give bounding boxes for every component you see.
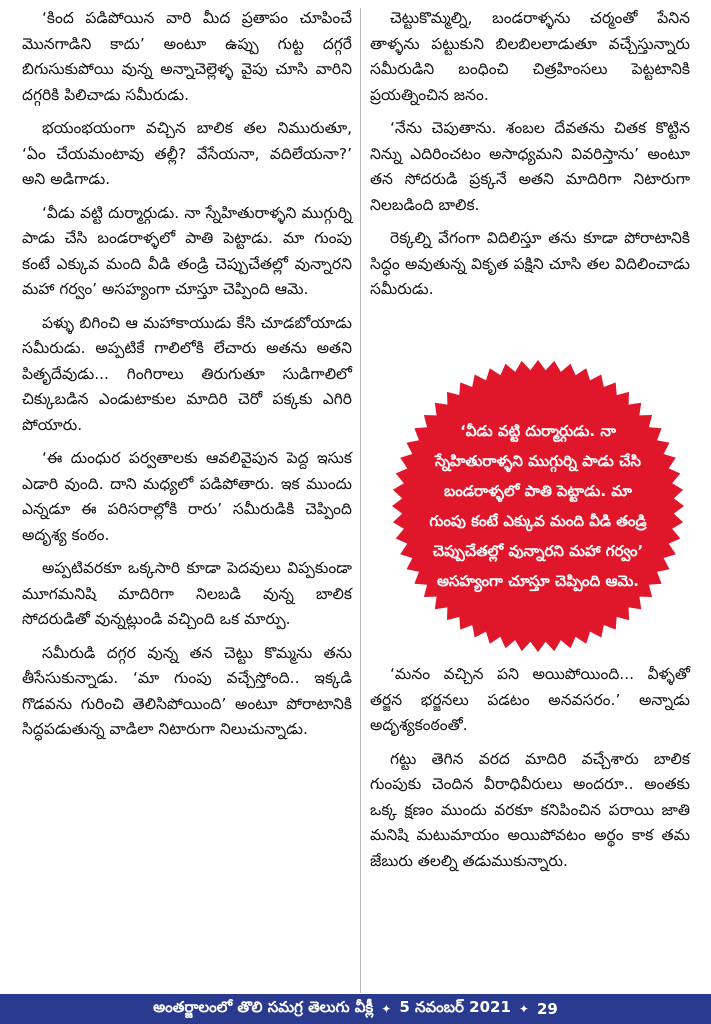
- star-icon: ✦: [518, 1002, 529, 1016]
- paragraph: సమీరుడి దగ్గర వున్న తన చెట్టు కొమ్మను తను తీసేసుకున్నాడు. ‘మా గుంపు వచ్చేస్తోంది.. ఇక్కడి గొడవను గురించి తెలిసిపోయింది’ అంటూ పోరాటానికి సిద్ధపడుతున్న వాడిలా నిటారుగా నిలుచున్నాడు.: [22, 643, 352, 738]
- magazine-masthead: అంతర్జాలంలో తొలి సమగ్ర తెలుగు వీక్లీ: [153, 998, 374, 1016]
- paragraph: చెట్టుకొమ్మల్ని, బండరాళ్ళను చర్మంతో పేనిన తాళ్ళను పట్టుకుని బిలబిలలాడుతూ వచ్చేస్తున్నారు సమీరుడిని బంధించి చిత్రహింసలు పెట్టటానికి ప్రయత్నించిన జనం.: [370, 9, 690, 104]
- paragraph: పళ్ళు బిగించి ఆ మహాకాయుడు కేసి చూడబోయాడు సమీరుడు. అప్పటికే గాలిలోకి లేచారు అతను అతని పితృదేవుడు... గింగిరాలు తిరుగుతూ సుడిగాలిలో చిక్కుబడిన ఎండుటాకుల మాదిరి చెరో పక్కకు ఎగిరి పోయారు.: [22, 313, 352, 434]
- right-column-bottom: [370, 662, 690, 882]
- right-column-top: [370, 6, 690, 311]
- column-divider: [360, 8, 361, 993]
- issue-date: 5 నవంబర్ 2021: [399, 998, 511, 1016]
- pull-quote: [392, 360, 684, 652]
- paragraph: గట్టు తెగిన వరద మాదిరి వచ్చేశారు బాలిక గుంపుకు చెందిన వీరాధివీరులు అందరూ.. అంతకు ఒక్క క్షణం ముందు వరకూ కనిపించిన పరాయి జాతి మనిషి మటుమాయం అయిపోవటం అర్థం కాక తమ జేబురు తలల్ని తడుముకున్నారు.: [370, 749, 690, 870]
- paragraph: ‘ఈ దుంధుర పర్వతాలకు ఆవలివైపున పెద్ద ఇసుక ఎడారి వుంది. దాని మధ్యలో పడిపోతారు. ఇక ముందు ఎన్నడూ ఈ పరిసరాల్లోకి రారు’ సమీరుడికి చెప్పింది అదృశ్య కంఠం.: [22, 449, 352, 544]
- paragraph: ‘నేను చెపుతాను. శంబల దేవతను చితక కొట్టిన నిన్ను ఎదిరించటం అసాధ్యమని వివరిస్తాను’ అంటూ తన సోదరుడి ప్రక్కనే అతని మాదిరిగా నిటారుగా నిలబడింది బాలిక.: [370, 119, 690, 214]
- paragraph: ‘వీడు వట్టి దుర్మార్గుడు. నా స్నేహితురాళ్ళని ముగ్గుర్ని పాడు చేసి బండరాళ్ళలో పాతి పెట్టాడు. మా గుంపు కంటే ఎక్కువ మంది వీడి తండ్రి చెప్పుచేతల్లో వున్నారని మహా గర్వం’ అసహ్యంగా చూస్తూ చెప్పింది ఆమె.: [22, 203, 352, 298]
- paragraph: ‘కింద పడిపోయిన వారి మీద ప్రతాపం చూపించే మొనగాడిని కాదు’ అంటూ ఉప్పు గుట్ట దగ్గరే బిగుసుకుపోయి వున్న అన్నాచెల్లెళ్ళ వైపు చూసి వారిని దగ్గరికి పిలిచాడు సమీరుడు.: [22, 9, 352, 104]
- star-icon: ✦: [381, 1002, 392, 1016]
- page-number: 29: [536, 1000, 558, 1018]
- paragraph: రెక్కల్ని వేగంగా విదిలిస్తూ తను కూడా పోరాటానికి సిద్ధం అవుతున్న వికృత పక్షిని చూసి తల విదిలించాడు సమీరుడు.: [370, 229, 690, 298]
- footer-banner: [0, 994, 711, 1024]
- paragraph: భయంభయంగా వచ్చిన బాలిక తల నిమురుతూ, ‘ఏం చేయమంటావు తల్లీ? వేసేయనా, వదిలేయనా?’ అని అడిగాడు.: [22, 119, 352, 188]
- pull-quote-text: ‘వీడు వట్టి దుర్మార్గుడు. నా స్నేహితురాళ్ళని ముగ్గుర్ని పాడు చేసి బండరాళ్ళలో పాతి పెట్టాడు. మా గుంపు కంటే ఎక్కువ మంది వీడి తండ్రి చెప్పుచేతల్లో వున్నారని మహా గర్వం’ అసహ్యంగా చూస్తూ చెప్పింది ఆమె.: [429, 422, 647, 590]
- left-column: [22, 6, 352, 751]
- paragraph: ‘మనం వచ్చిన పని అయిపోయింది... వీళ్ళతో తర్జన భర్జనలు పడటం అనవసరం.’ అన్నాడు అదృశ్యకంఠంతో.: [370, 665, 690, 734]
- paragraph: అప్పటివరకూ ఒక్కసారి కూడా పెదవులు విప్పకుండా మూగమనిషి మాదిరిగా నిలబడి వున్న బాలిక సోదరుడితో వున్నట్లుండి వచ్చింది ఒక మార్పు.: [22, 559, 352, 628]
